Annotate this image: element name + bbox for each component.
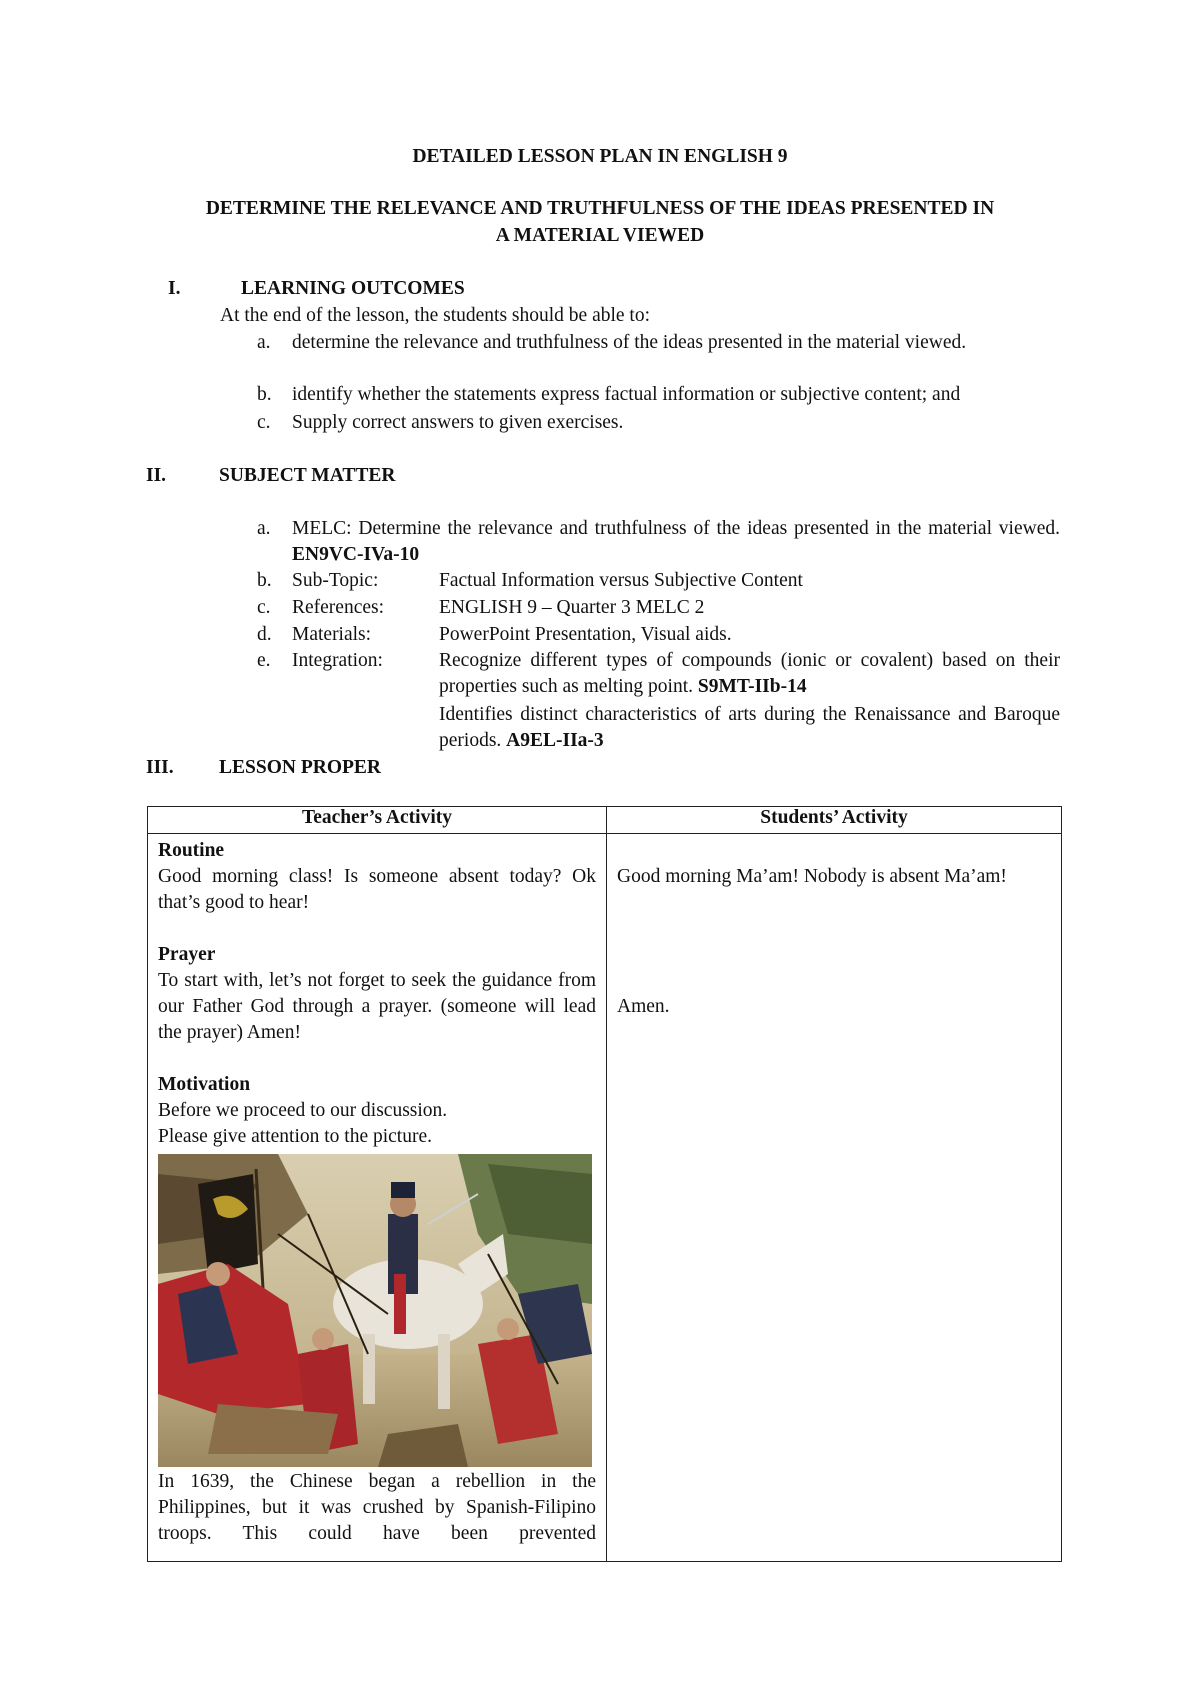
outcome-b-text: identify whether the statements express factual information or subjective content; and (292, 384, 961, 405)
subtopic-marker: b. (257, 570, 272, 591)
integration-arts-text: Identifies distinct characteristics of arts during the Renaissance and Baroque periods. (439, 704, 1060, 751)
section-1-heading: LEARNING OUTCOMES (241, 278, 465, 299)
picture-caption: In 1639, the Chinese began a rebellion in the Philippines, but it was crushed by Spanish-Filipino troops. This could have been prevented (158, 1471, 596, 1544)
integration-science (439, 648, 1060, 700)
prayer-student-text: Amen. (617, 996, 670, 1017)
battle-painting-image (158, 1154, 592, 1467)
section-2-heading: SUBJECT MATTER (219, 465, 396, 486)
integration-arts-code: A9EL-IIa-3 (506, 730, 604, 751)
references-marker: c. (257, 597, 271, 618)
document-subtitle-line2: A MATERIAL VIEWED (495, 225, 705, 246)
students-activity-header: Students’ Activity (607, 807, 1062, 834)
references-label: References: (292, 597, 385, 618)
outcome-a-text: determine the relevance and truthfulness of the ideas presented in the material viewed. (292, 332, 967, 353)
routine-student-text: Good morning Ma’am! Nobody is absent Ma’am! (617, 866, 1007, 887)
section-2-number: II. (146, 465, 167, 486)
integration-science-text: Recognize different types of compounds (ionic or covalent) based on their properties such as melting point. (439, 650, 1060, 697)
table-row (148, 834, 1062, 1562)
outcome-c-marker: c. (257, 412, 271, 433)
subtopic-label: Sub-Topic: (292, 570, 379, 591)
melc-text (292, 516, 1060, 568)
document-subtitle-line1: DETERMINE THE RELEVANCE AND TRUTHFULNESS OF THE IDEAS PRESENTED IN (205, 198, 995, 219)
routine-teacher-text: Good morning class! Is someone absent today? Ok that’s good to hear! (158, 866, 596, 913)
motivation-heading: Motivation (158, 1074, 251, 1095)
integration-science-code: S9MT-IIb-14 (697, 676, 807, 697)
integration-label: Integration: (292, 650, 383, 671)
section-3-number: III. (146, 757, 174, 778)
subtopic-value: Factual Information versus Subjective Content (439, 570, 803, 591)
outcome-b-marker: b. (257, 384, 272, 405)
section-1-number: I. (168, 278, 181, 299)
motivation-line-2: Please give attention to the picture. (158, 1126, 432, 1147)
materials-value: PowerPoint Presentation, Visual aids. (439, 624, 732, 645)
section-3-heading: LESSON PROPER (219, 757, 381, 778)
outcome-c-text: Supply correct answers to given exercises. (292, 412, 624, 433)
prayer-teacher-text: To start with, let’s not forget to seek the guidance from our Father God through a prayer. (someone will lead the prayer) Amen! (158, 970, 596, 1043)
melc-code: EN9VC-IVa-10 (292, 544, 420, 565)
integration-marker: e. (257, 650, 271, 671)
melc-description: MELC: Determine the relevance and truthfulness of the ideas presented in the material viewed. (292, 518, 1060, 539)
table-header-row (148, 807, 1062, 834)
lesson-activity-table (147, 806, 1062, 1562)
materials-marker: d. (257, 624, 272, 645)
integration-arts (439, 702, 1060, 754)
routine-heading: Routine (158, 840, 225, 861)
prayer-heading: Prayer (158, 944, 216, 965)
document-title: DETAILED LESSON PLAN IN ENGLISH 9 (412, 146, 788, 167)
section-1-intro: At the end of the lesson, the students should be able to: (220, 305, 651, 326)
students-activity-cell (607, 834, 1062, 1562)
references-value: ENGLISH 9 – Quarter 3 MELC 2 (439, 597, 705, 618)
outcome-a-marker: a. (257, 332, 271, 353)
teacher-activity-cell (148, 834, 607, 1562)
materials-label: Materials: (292, 624, 372, 645)
melc-marker: a. (257, 518, 271, 539)
teacher-activity-header: Teacher’s Activity (148, 807, 607, 834)
motivation-line-1: Before we proceed to our discussion. (158, 1100, 448, 1121)
